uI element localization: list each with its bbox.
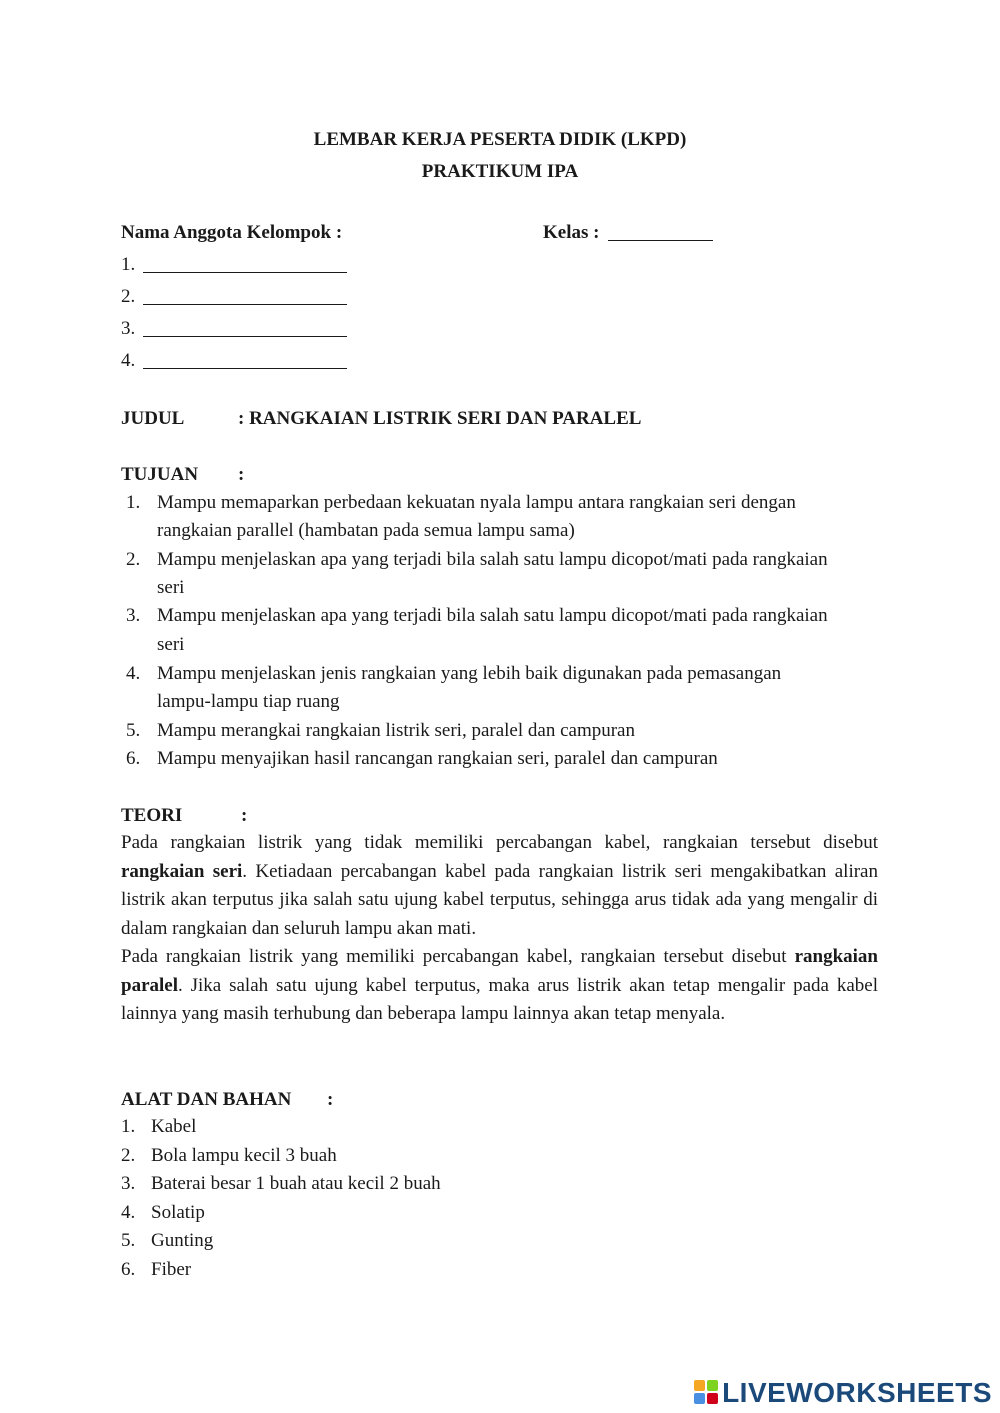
tujuan-item: Mampu menjelaskan apa yang terjadi bila salah satu lampu dicopot/mati pada rangkaian (157, 605, 828, 626)
page-subtitle: PRAKTIKUM IPA (421, 161, 579, 182)
member-number: 1. (121, 254, 136, 275)
alat-number: 5. (121, 1230, 136, 1251)
tujuan-number: 6. (126, 748, 141, 769)
member-number: 3. (121, 318, 136, 339)
teori-paragraph-2: Pada rangkaian listrik yang memiliki percabangan kabel, rangkaian tersebut disebut rangkaian paralel. Jika salah satu ujung kabel terputus, maka arus listrik akan tetap mengalir pada kabel lainnya yang masih terhubung dan beberapa lampu lainnya akan tetap menyala. (121, 946, 878, 1025)
page-title: LEMBAR KERJA PESERTA DIDIK (LKPD) (313, 129, 687, 150)
alat-item: Fiber (151, 1259, 192, 1280)
liveworksheets-logo[interactable] (694, 1377, 992, 1409)
alat-number: 6. (121, 1259, 136, 1280)
alat-colon: : (327, 1089, 334, 1110)
tujuan-colon: : (238, 464, 245, 485)
judul-label: JUDUL (121, 408, 185, 429)
tujuan-item-cont: rangkaian parallel (hambatan pada semua lampu sama) (157, 520, 575, 541)
judul-value: : RANGKAIAN LISTRIK SERI DAN PARALEL (238, 408, 642, 429)
alat-number: 2. (121, 1145, 136, 1166)
logo-text: LIVEWORKSHEETS (722, 1377, 992, 1408)
member-field[interactable] (143, 254, 347, 278)
tujuan-item: Mampu menjelaskan jenis rangkaian yang lebih baik digunakan pada pemasangan (157, 663, 782, 684)
class-field[interactable] (608, 222, 713, 246)
member-number: 2. (121, 286, 136, 307)
alat-number: 1. (121, 1116, 136, 1137)
tujuan-item: Mampu menyajikan hasil rancangan rangkaian seri, paralel dan campuran (157, 748, 718, 769)
tujuan-item-cont: seri (157, 634, 185, 655)
member-row (121, 254, 135, 276)
member-row (121, 350, 135, 372)
alat-label: ALAT DAN BAHAN (121, 1089, 292, 1110)
alat-item: Solatip (151, 1202, 205, 1223)
tujuan-number: 5. (126, 720, 141, 741)
tujuan-item-cont: seri (157, 577, 185, 598)
logo-icon (694, 1380, 720, 1406)
member-row (121, 286, 135, 308)
members-label: Nama Anggota Kelompok : (121, 222, 343, 243)
tujuan-item: Mampu merangkai rangkaian listrik seri, paralel dan campuran (157, 720, 635, 741)
member-field[interactable] (143, 286, 347, 310)
tujuan-item: Mampu menjelaskan apa yang terjadi bila salah satu lampu dicopot/mati pada rangkaian (157, 549, 828, 570)
class-label: Kelas : (543, 222, 600, 243)
tujuan-item: Mampu memaparkan perbedaan kekuatan nyala lampu antara rangkaian seri dengan (157, 492, 796, 513)
member-number: 4. (121, 350, 136, 371)
alat-number: 3. (121, 1173, 136, 1194)
tujuan-label: TUJUAN (121, 464, 199, 485)
alat-item: Bola lampu kecil 3 buah (151, 1145, 337, 1166)
alat-number: 4. (121, 1202, 136, 1223)
teori-colon: : (241, 805, 248, 826)
tujuan-number: 1. (126, 492, 141, 513)
member-row (121, 318, 135, 340)
alat-item: Gunting (151, 1230, 214, 1251)
tujuan-number: 3. (126, 605, 141, 626)
teori-label: TEORI (121, 805, 183, 826)
member-field[interactable] (143, 350, 347, 374)
tujuan-number: 2. (126, 549, 141, 570)
teori-paragraph-1: Pada rangkaian listrik yang tidak memiliki percabangan kabel, rangkaian tersebut disebut rangkaian seri. Ketiadaan percabangan kabel pada rangkaian listrik seri mengakibatkan aliran listrik akan terputus jika salah satu ujung kabel terputus, sehingga arus tidak ada yang mengalir di dalam rangkaian dan seluruh lampu akan mati. (121, 832, 878, 939)
alat-item: Baterai besar 1 buah atau kecil 2 buah (151, 1173, 441, 1194)
tujuan-number: 4. (126, 663, 141, 684)
tujuan-item-cont: lampu-lampu tiap ruang (157, 691, 340, 712)
alat-item: Kabel (151, 1116, 197, 1137)
member-field[interactable] (143, 318, 347, 342)
